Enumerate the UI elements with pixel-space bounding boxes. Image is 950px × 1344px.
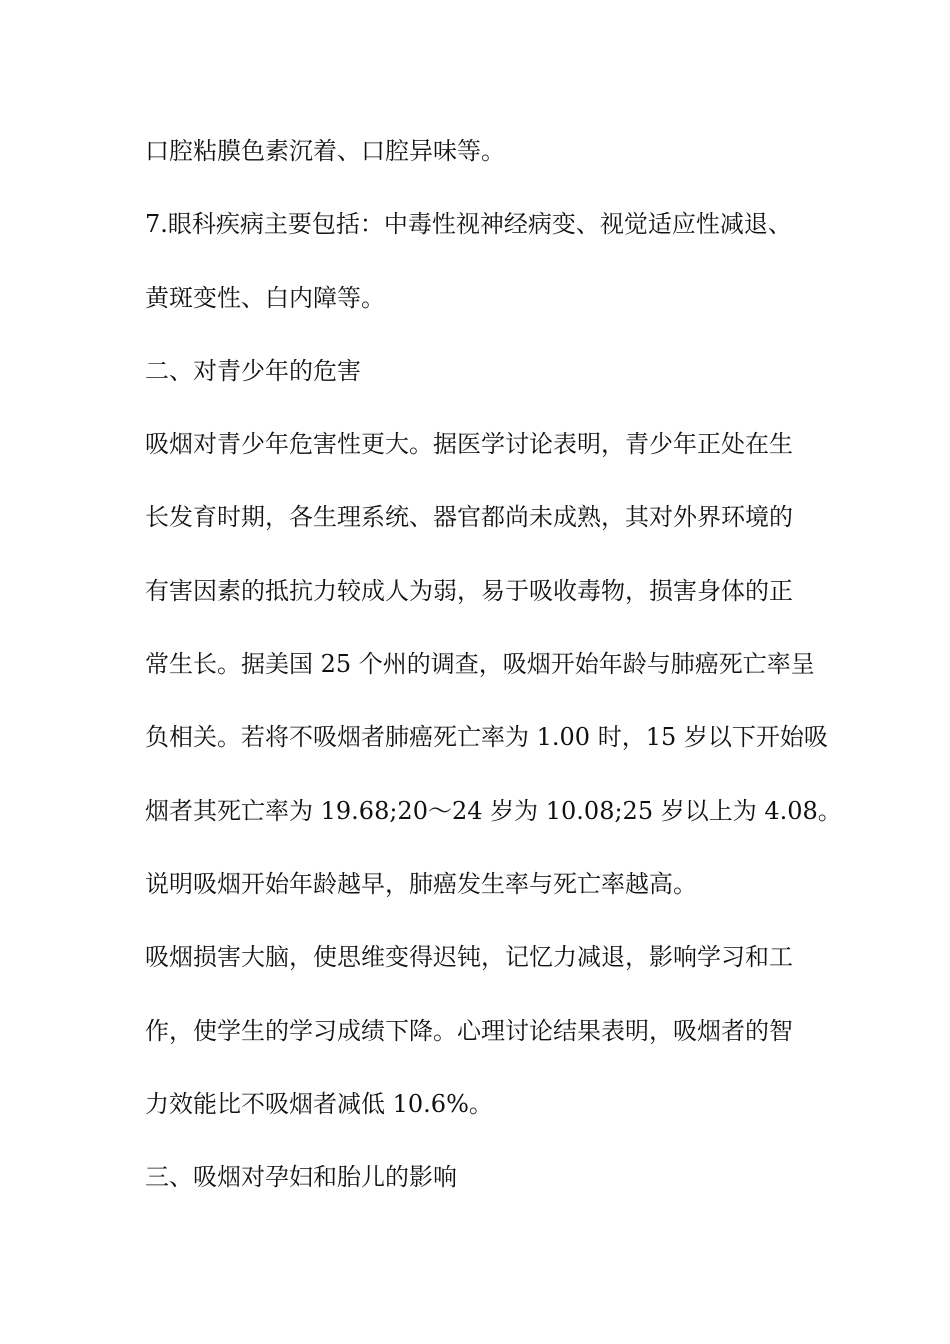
section-heading-pregnancy: 三、吸烟对孕妇和胎儿的影响 — [145, 1163, 457, 1192]
text-line: 常生长。据美国 25 个州的调查，吸烟开始年龄与肺癌死亡率呈 — [145, 650, 815, 679]
text-line: 烟者其死亡率为 19.68;20～24 岁为 10.08;25 岁以上为 4.08。 — [145, 796, 842, 825]
document-body — [145, 128, 842, 1227]
text-line: 负相关。若将不吸烟者肺癌死亡率为 1.00 时，15 岁以下开始吸 — [145, 723, 828, 752]
text-line: 有害因素的抵抗力较成人为弱，易于吸收毒物，损害身体的正 — [145, 576, 793, 605]
text-line: 作，使学生的学习成绩下降。心理讨论结果表明，吸烟者的智 — [145, 1016, 793, 1045]
text-line-eye-diseases-cont: 黄斑变性、白内障等。 — [145, 283, 385, 312]
section-heading-youth-harm: 二、对青少年的危害 — [145, 356, 361, 385]
text-line: 说明吸烟开始年龄越早，肺癌发生率与死亡率越高。 — [145, 869, 697, 898]
text-line: 力效能比不吸烟者减低 10.6%。 — [145, 1089, 493, 1118]
text-line: 吸烟损害大脑，使思维变得迟钝，记忆力减退，影响学习和工 — [145, 943, 793, 972]
text-line: 吸烟对青少年危害性更大。据医学讨论表明，青少年正处在生 — [145, 430, 793, 459]
text-line: 长发育时期，各生理系统、器官都尚未成熟，其对外界环境的 — [145, 503, 793, 532]
text-line-oral-symptoms: 口腔粘膜色素沉着、口腔异味等。 — [145, 137, 505, 165]
text-line-eye-diseases: 7.眼科疾病主要包括：中毒性视神经病变、视觉适应性减退、 — [145, 210, 792, 239]
